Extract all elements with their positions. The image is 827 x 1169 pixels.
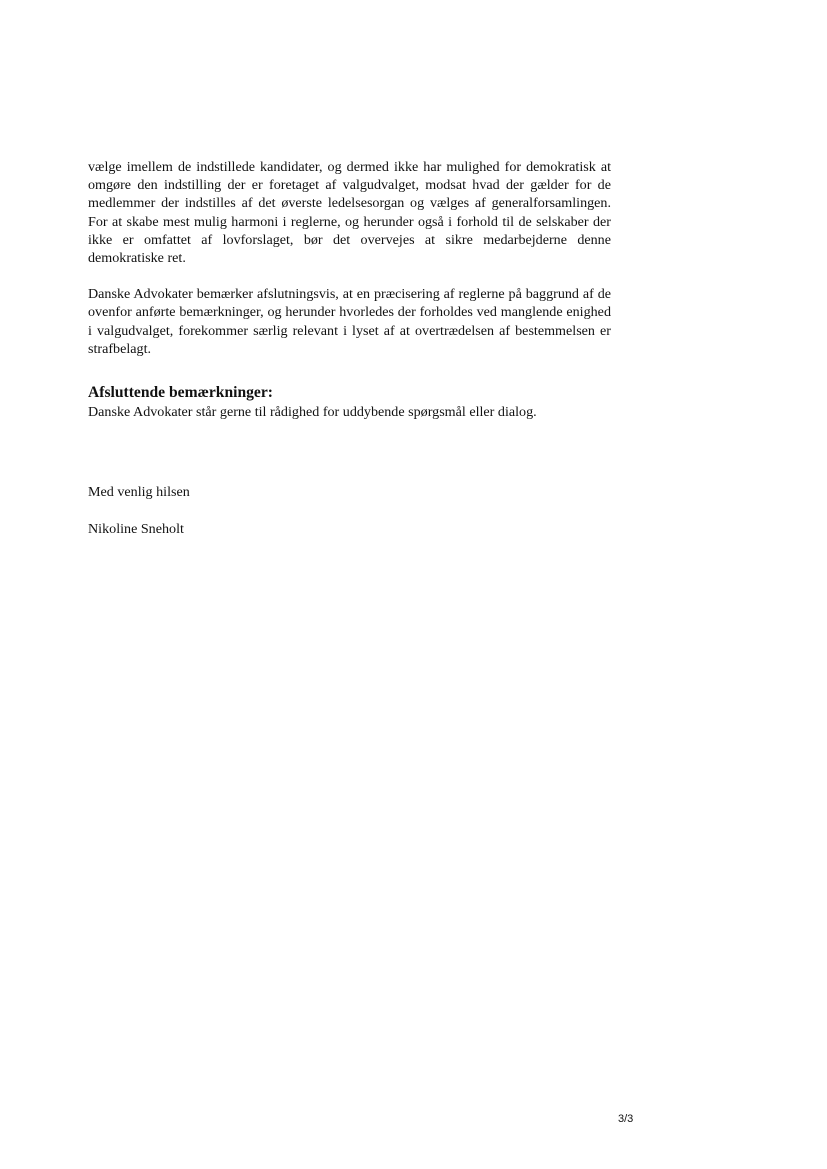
body-paragraph: Danske Advokater bemærker afslutningsvis, at en præcisering af reglerne på baggrund af de ovenfor anførte bemærkninger, og herunder hvorledes der forholdes ved manglende enighed i valgudvalget, forekommer særlig relevant i lyset af at overtrædelsen af bestemmelsen er strafbelagt. xyxy=(88,286,611,357)
section-text: Danske Advokater står gerne til rådighed for uddybende spørgsmål eller dialog. xyxy=(88,404,537,421)
page-number: 3/3 xyxy=(618,1113,634,1125)
closing-greeting: Med venlig hilsen xyxy=(88,484,190,500)
section-heading: Afsluttende bemærkninger: xyxy=(88,384,273,402)
document-body xyxy=(88,158,611,421)
body-paragraph: vælge imellem de indstillede kandidater, og dermed ikke har mulighed for demokratisk at omgøre den indstilling der er foretaget af valgudvalget, modsat hvad der gælder for de medlemmer der indstilles af det øverste ledelsesorgan og vælges af generalforsamlingen. For at skabe mest mulig harmoni i reglerne, og herunder også i forhold til de selskaber der ikke er omfattet af lovforslaget, bør det overvejes at sikre medarbejderne denne demokratiske ret. xyxy=(88,159,611,267)
signature-name: Nikoline Sneholt xyxy=(88,521,184,537)
